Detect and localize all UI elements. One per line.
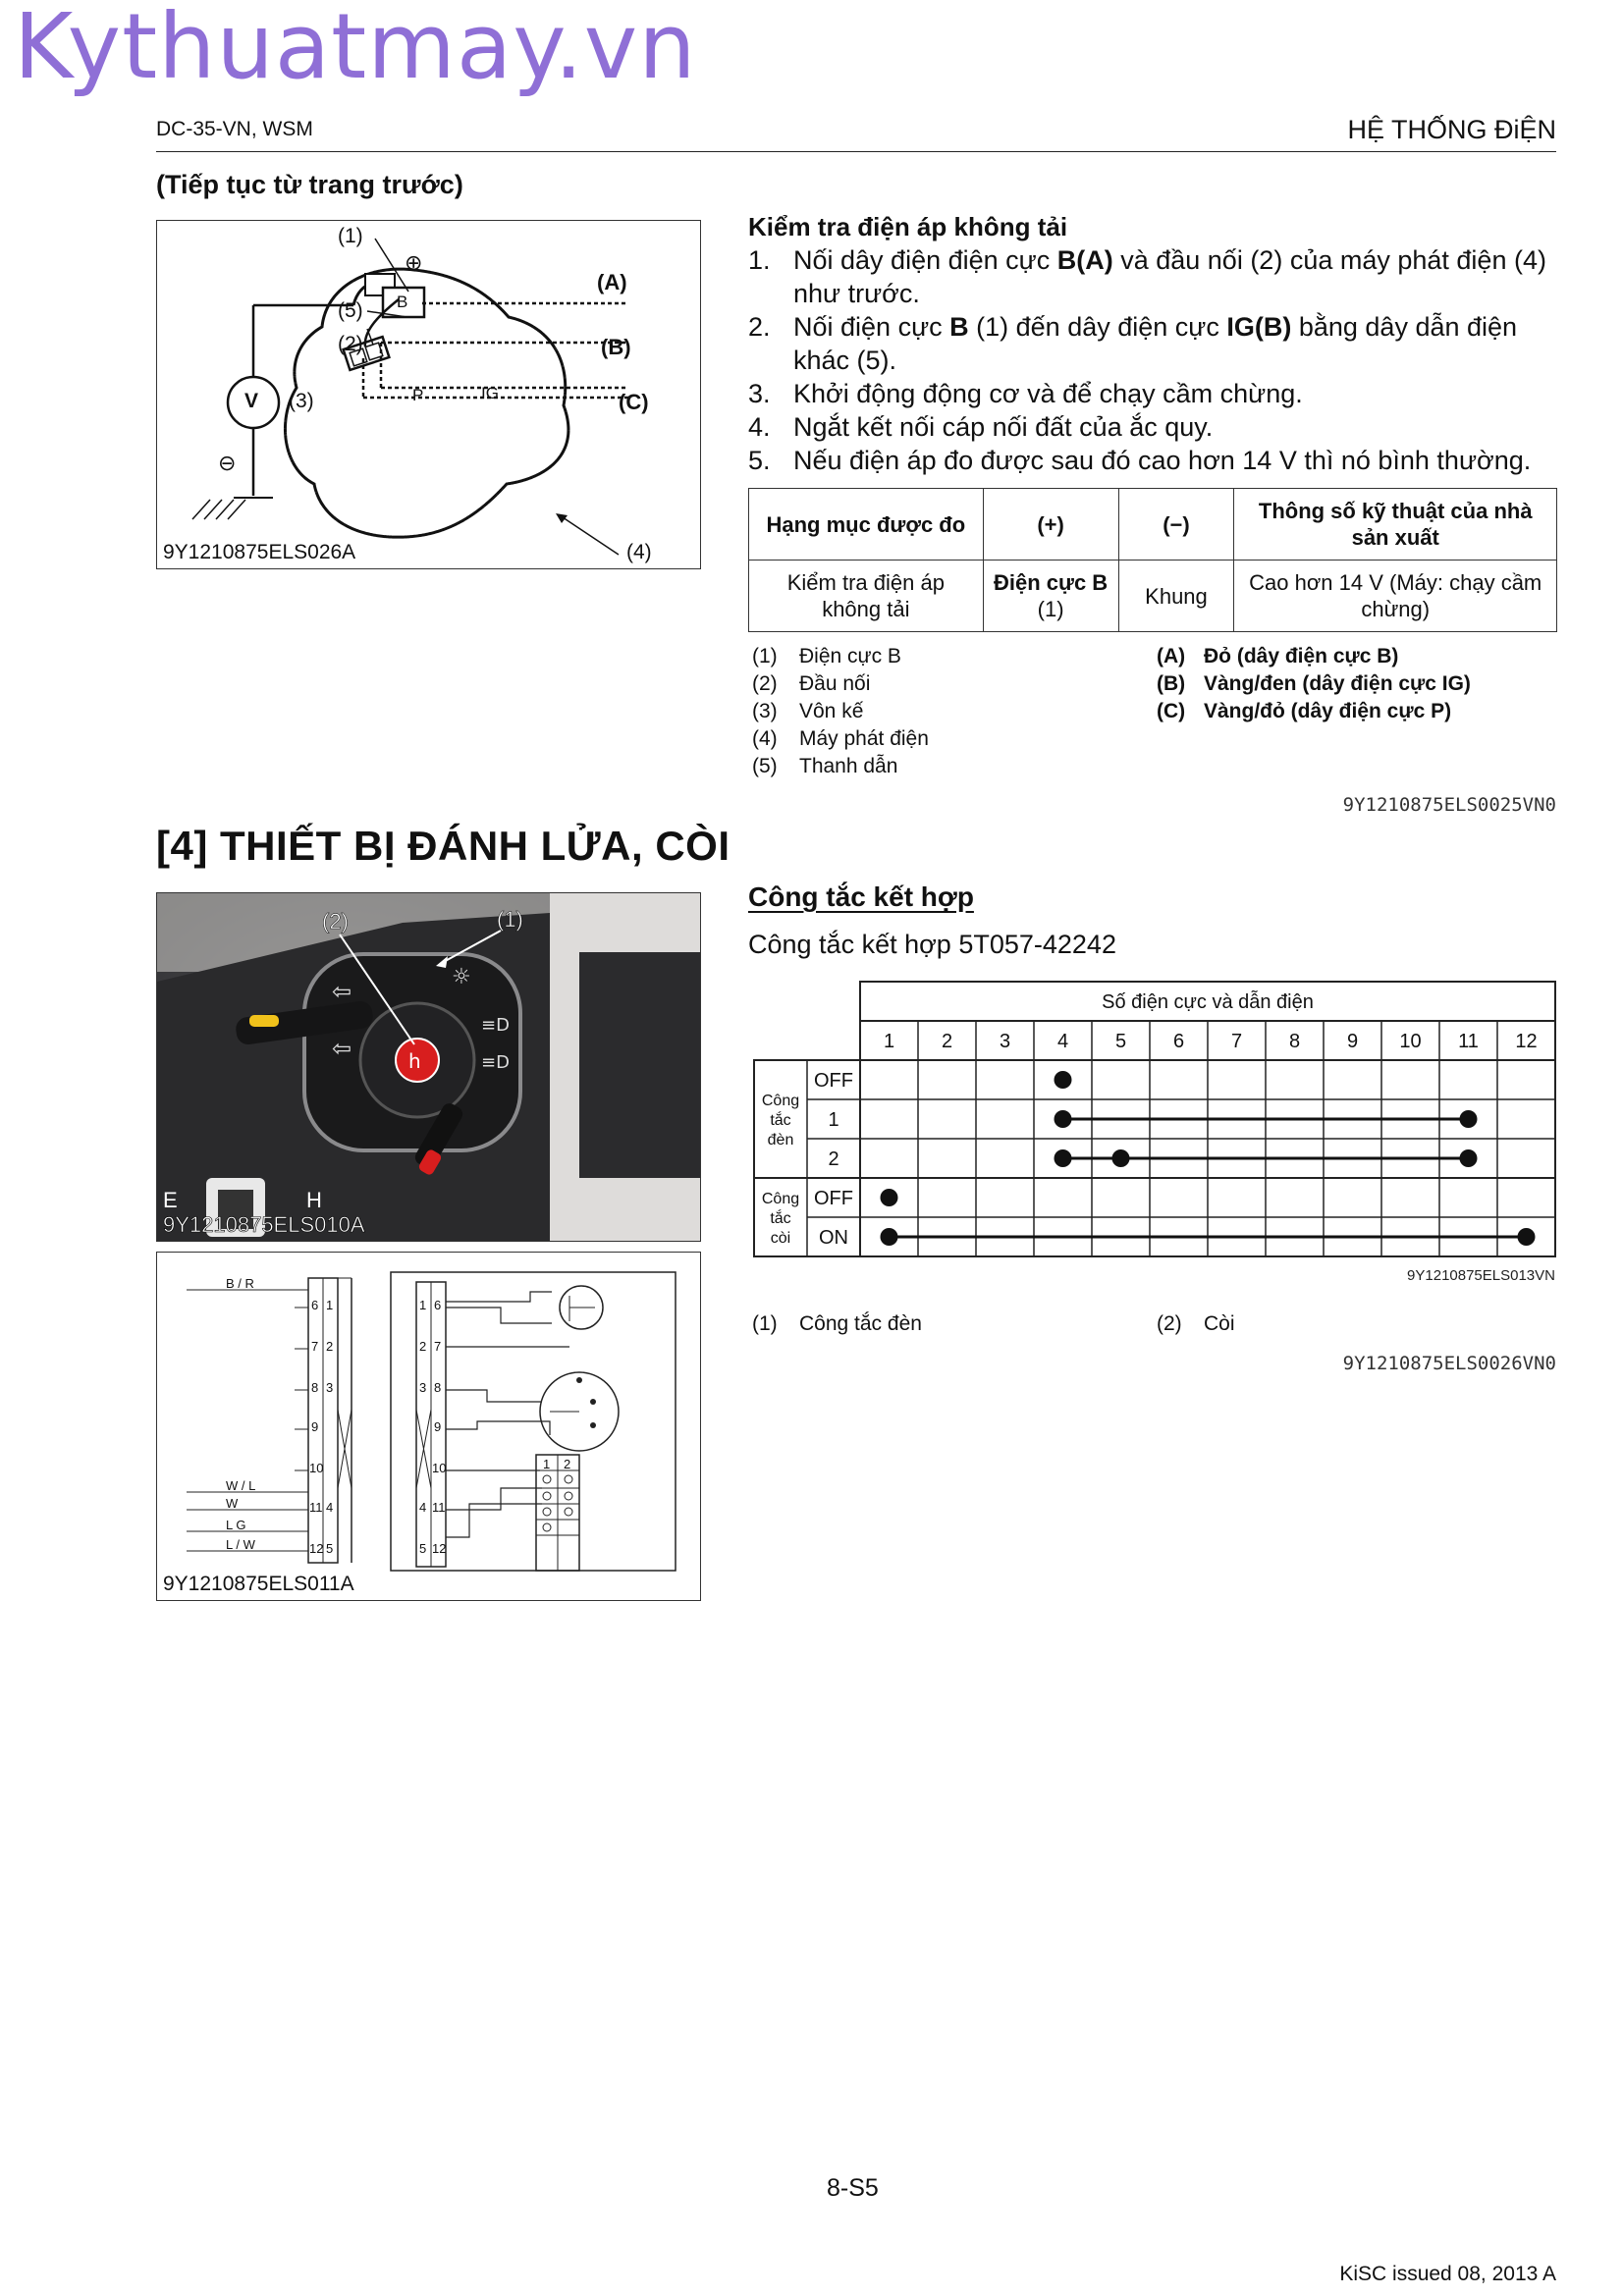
svg-text:≡D: ≡D (481, 1015, 510, 1036)
row-label-off: OFF (814, 1188, 853, 1209)
fig1-minus-sign: ⊖ (218, 451, 237, 475)
fig1-label-v: V (244, 390, 259, 412)
fig1-code: 9Y1210875ELS026A (163, 541, 356, 563)
column-7: 7 (1230, 1031, 1243, 1052)
spec-header-plus: (+) (983, 489, 1118, 561)
column-5: 5 (1114, 1031, 1127, 1052)
column-10: 10 (1399, 1031, 1422, 1052)
pin-number: 6 (434, 1298, 442, 1312)
pin-number: 7 (311, 1339, 319, 1354)
column-6: 6 (1172, 1031, 1185, 1052)
header-rule (156, 151, 1556, 152)
pin-number: 10 (309, 1461, 324, 1475)
spec-cell-item: Kiểm tra điện áp không tải (749, 561, 984, 632)
page-number: 8-S5 (827, 2174, 879, 2202)
fig1-label-a: (A) (597, 270, 627, 294)
fig1-label-4: (4) (626, 541, 652, 563)
pin-number: 8 (311, 1380, 319, 1395)
watermark: Kythuatmay.vn (14, 0, 697, 99)
spec-table (748, 488, 1557, 632)
spec-header-spec: Thông số kỹ thuật của nhà sản xuất (1234, 489, 1557, 561)
fig1-term-p: P (412, 386, 424, 404)
column-3: 3 (999, 1031, 1011, 1052)
group-label: còi (770, 1230, 791, 1247)
photo-label-2: (2) (322, 909, 349, 934)
pin-number: 12 (309, 1541, 324, 1556)
wiring-code: 9Y1210875ELS011A (163, 1573, 354, 1595)
column-1: 1 (883, 1031, 895, 1052)
legend-item: (2) Đầu nối (752, 672, 871, 695)
column-11: 11 (1458, 1031, 1479, 1052)
continuity-dot (1460, 1110, 1478, 1128)
photo-label-e: E (163, 1188, 178, 1212)
pin-number: 9 (311, 1419, 319, 1434)
pin-number: 1 (326, 1298, 334, 1312)
check-steps (748, 243, 1563, 477)
header-section-title: HỆ THỐNG ĐiỆN (1347, 115, 1556, 144)
check-step-2: 2. Nối điện cực B (1) đến dây điện cực IG(B) bằng dây dẫn điện khác (5). (748, 312, 1518, 375)
column-2: 2 (941, 1031, 953, 1052)
continuity-table-svg (752, 980, 1557, 1284)
check-step-1: 1. Nối dây điện điện cực B(A) và đầu nối (2) của máy phát điện (4) như trước. (748, 245, 1546, 308)
spec-header-item: Hạng mục được đo (749, 489, 984, 561)
check-step-3: 3. Khởi động động cơ và để chạy cầm chừng. (748, 379, 1303, 408)
photo-label-h: H (306, 1188, 322, 1212)
continuity-dot (1518, 1228, 1536, 1246)
pin-number: 4 (419, 1500, 427, 1515)
pin-number: 11 (309, 1500, 323, 1515)
photo-code: 9Y1210875ELS010A (163, 1212, 365, 1237)
legend1-left (752, 643, 929, 780)
fig1-label-c: (C) (619, 390, 649, 414)
column-8: 8 (1288, 1031, 1301, 1052)
fig1-label-1: (1) (338, 225, 363, 247)
check-title: Kiểm tra điện áp không tải (748, 212, 1068, 241)
row-label-on: ON (819, 1227, 848, 1249)
pin-number: 7 (434, 1339, 442, 1354)
fig1-label-3: (3) (289, 390, 314, 412)
column-4: 4 (1056, 1031, 1069, 1052)
legend-item: (5) Thanh dẫn (752, 755, 898, 777)
continuity-header: Số điện cực và dẫn điện (1102, 991, 1314, 1013)
pin-number: 11 (432, 1500, 446, 1515)
combo-switch-photo-svg (157, 893, 700, 1241)
legend2-item-2: (2) Còi (1157, 1312, 1235, 1335)
fig1-label-2: (2) (338, 333, 363, 355)
column-9: 9 (1346, 1031, 1359, 1052)
group-label: tắc (770, 1112, 791, 1129)
row-label-off: OFF (814, 1070, 853, 1092)
group-label: đèn (767, 1132, 794, 1148)
continuity-code: 9Y1210875ELS013VN (1407, 1267, 1555, 1284)
pin-number: 8 (434, 1380, 442, 1395)
pin-number: 4 (326, 1500, 334, 1515)
pin-number: 5 (326, 1541, 334, 1556)
wiring-diagram (156, 1252, 701, 1601)
svg-text:⇦: ⇦ (332, 978, 352, 1005)
continuity-dot (881, 1189, 898, 1206)
legend1-code: 9Y1210875ELS0025VN0 (1342, 794, 1556, 816)
section-title: [4] THIẾT BỊ ĐÁNH LỬA, CÒI (156, 823, 730, 869)
pin-number: 10 (432, 1461, 447, 1475)
wire-label: L / W (226, 1537, 255, 1552)
combo-title: Công tắc kết hợp (748, 881, 974, 912)
continuity-dot (1112, 1149, 1130, 1167)
alternator-diagram (156, 220, 701, 569)
spec-cell-spec: Cao hơn 14 V (Máy: chạy cầm chừng) (1234, 561, 1557, 632)
combo-switch-photo (156, 892, 701, 1242)
fig1-label-5: (5) (338, 299, 363, 322)
fig1-label-b: (B) (601, 335, 631, 359)
legend-item: (3) Vôn kế (752, 700, 864, 722)
legend2-code: 9Y1210875ELS0026VN0 (1342, 1353, 1556, 1374)
wire-label: W / L (226, 1478, 256, 1493)
continued-note: (Tiếp tục từ trang trước) (156, 170, 463, 199)
continuity-dot (1460, 1149, 1478, 1167)
legend1-right (1157, 643, 1471, 725)
spec-cell-minus: Khung (1118, 561, 1234, 632)
continuity-dot (1055, 1149, 1072, 1167)
pin-number: 9 (434, 1419, 442, 1434)
group-label: Công (761, 1191, 800, 1207)
pin-number: 1 (419, 1298, 427, 1312)
wire-label: B / R (226, 1276, 254, 1291)
group-label: tắc (770, 1210, 791, 1227)
combo-part-number: Công tắc kết hợp 5T057-42242 (748, 930, 1116, 959)
photo-label-1: (1) (497, 907, 523, 932)
wire-label: W (226, 1496, 239, 1511)
header-doc-code: DC-35-VN, WSM (156, 118, 313, 140)
row-label-1: 1 (828, 1109, 839, 1131)
legend-item: (B) Vàng/đen (dây điện cực IG) (1157, 672, 1471, 695)
row-label-2: 2 (828, 1148, 839, 1170)
continuity-dot (1055, 1110, 1072, 1128)
svg-text:☼: ☼ (452, 965, 471, 989)
fig1-plus-sign: ⊕ (405, 250, 423, 275)
legend-item: (4) Máy phát điện (752, 727, 929, 750)
fig1-term-ig: IG (481, 384, 499, 402)
pin-number: 2 (564, 1457, 571, 1471)
continuity-table (752, 980, 1557, 1284)
legend-item: (1) Điện cực B (752, 645, 901, 667)
check-step-5: 5. Nếu điện áp đo được sau đó cao hơn 14 V thì nó bình thường. (748, 446, 1532, 475)
group-label: Công (761, 1093, 800, 1109)
svg-text:≡D: ≡D (481, 1052, 510, 1073)
pin-number: 3 (326, 1380, 334, 1395)
svg-text:h: h (408, 1049, 421, 1073)
pin-number: 2 (326, 1339, 334, 1354)
spec-header-minus: (−) (1118, 489, 1234, 561)
svg-text:⇦: ⇦ (332, 1035, 352, 1062)
legend2-item-1: (1) Công tắc đèn (752, 1312, 922, 1335)
continuity-dot (1055, 1071, 1072, 1089)
pin-number: 6 (311, 1298, 319, 1312)
legend-item: (A) Đỏ (dây điện cực B) (1157, 645, 1399, 667)
pin-number: 1 (543, 1457, 551, 1471)
pin-number: 3 (419, 1380, 427, 1395)
spec-cell-plus: Điện cực B (1) (983, 561, 1118, 632)
issue-note: KiSC issued 08, 2013 A (1339, 2263, 1556, 2285)
column-12: 12 (1515, 1031, 1538, 1052)
fig1-term-b: B (397, 293, 408, 311)
legend-item: (C) Vàng/đỏ (dây điện cực P) (1157, 700, 1452, 722)
pin-number: 5 (419, 1541, 427, 1556)
pin-number: 12 (432, 1541, 447, 1556)
continuity-dot (881, 1228, 898, 1246)
wire-label: L G (226, 1518, 246, 1532)
check-step-4: 4. Ngắt kết nối cáp nối đất của ắc quy. (748, 412, 1214, 442)
pin-number: 2 (419, 1339, 427, 1354)
